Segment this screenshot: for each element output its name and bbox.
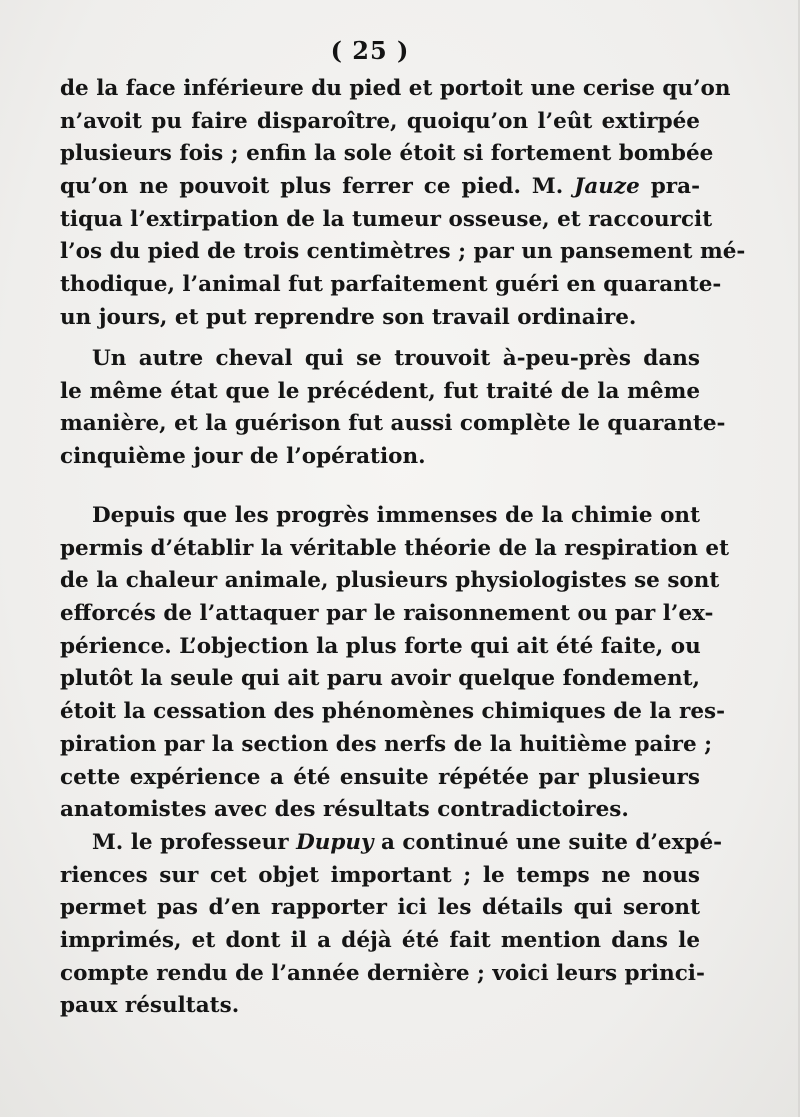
text-line: périence. L’objection la plus forte qui ait été faite, ou: [60, 633, 701, 659]
text-line: étoit la cessation des phénomènes chimiques de la res-: [60, 699, 726, 725]
text-line: plusieurs fois ; enfin la sole étoit si fortement bombée: [60, 141, 714, 167]
text-line: un jours, et put reprendre son travail ordinaire.: [60, 304, 637, 330]
text-line: compte rendu de l’année dernière ; voici leurs princi-: [60, 960, 705, 986]
text-line: anatomistes avec des résultats contradictoires.: [60, 797, 629, 823]
text-segment: M. le professeur: [92, 830, 297, 855]
text-segment: a continué une suite d’expé-: [373, 830, 723, 855]
text-line: tiqua l’extirpation de la tumeur osseuse, et raccourcit: [60, 206, 713, 232]
text-line: permet pas d’en rapporter ici les détails qui seront: [60, 895, 700, 921]
text-line: plutôt la seule qui ait paru avoir quelque fondement,: [60, 666, 700, 692]
text-line: thodique, l’animal fut parfaitement guéri en quarante-: [60, 272, 722, 298]
text-line: efforcés de l’attaquer par le raisonnement ou par l’ex-: [60, 601, 714, 627]
text-line: le même état que le précédent, fut traité de la même: [60, 378, 700, 404]
text-line-with-name: [60, 171, 700, 204]
paragraph-4: [60, 827, 723, 1023]
text-line: de la face inférieure du pied et portoit une cerise qu’on: [60, 76, 731, 101]
text-line: n’avoit pu faire disparoître, quoiqu’on l’eût extirpée: [60, 108, 700, 134]
paragraph-1: [60, 73, 746, 335]
text-segment: pra-: [639, 174, 700, 200]
text-line-with-name: [60, 827, 723, 860]
text-line: cinquième jour de l’opération.: [60, 444, 426, 470]
person-name: Dupuy: [296, 830, 374, 855]
paragraph-3: [60, 500, 730, 827]
text-line: riences sur cet objet important ; le temps ne nous: [60, 862, 700, 888]
paragraph-2: [60, 343, 726, 474]
text-line: cette expérience a été ensuite répétée par plusieurs: [60, 764, 700, 790]
text-line: de la chaleur animale, plusieurs physiologistes se sont: [60, 568, 720, 594]
page-number: ( 25 ): [330, 36, 410, 65]
text-line: piration par la section des nerfs de la huitième paire ;: [60, 731, 713, 757]
text-line: manière, et la guérison fut aussi complète le quarante-: [60, 411, 726, 437]
text-line: permis d’établir la véritable théorie de la respiration et: [60, 535, 730, 561]
text-line: Depuis que les progrès immenses de la chimie ont: [92, 503, 700, 528]
person-name: Jauze: [574, 174, 640, 200]
text-line: paux résultats.: [60, 993, 240, 1019]
text-line: Un autre cheval qui se trouvoit à-peu-près dans: [92, 346, 700, 371]
text-segment: qu’on ne pouvoit plus ferrer ce pied. M.: [60, 174, 575, 200]
text-line: imprimés, et dont il a déjà été fait mention dans le: [60, 928, 700, 954]
text-line: l’os du pied de trois centimètres ; par un pansement mé-: [60, 239, 746, 265]
